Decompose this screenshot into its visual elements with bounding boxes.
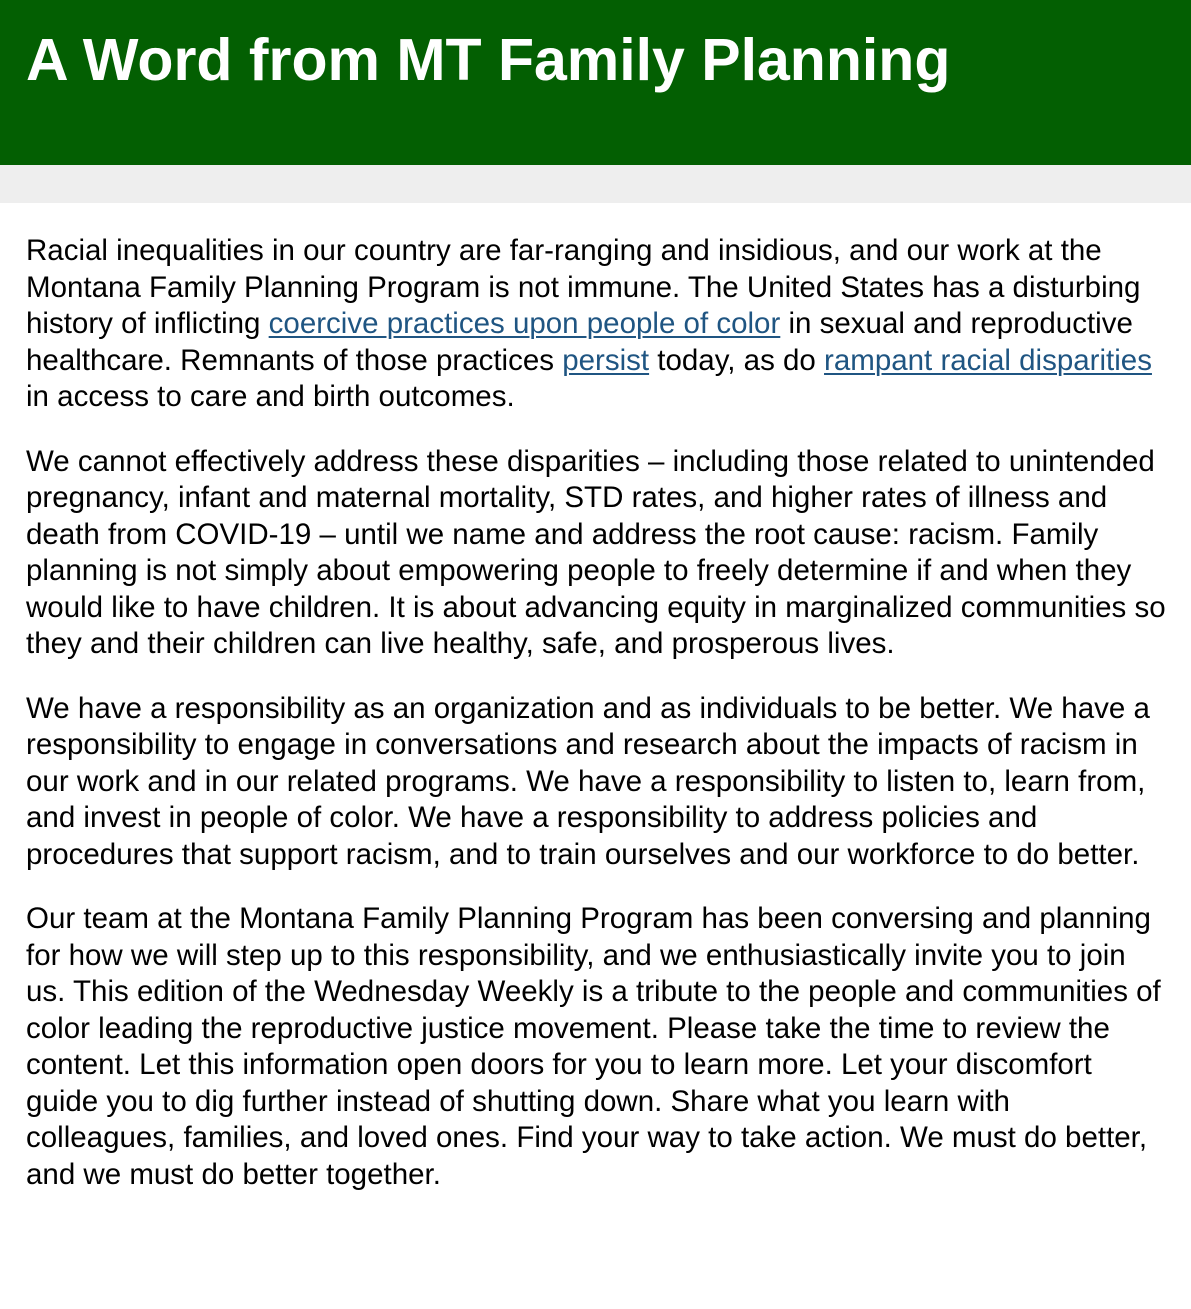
article-body — [0, 203, 1191, 1193]
coercive-practices-link[interactable]: coercive practices upon people of color — [268, 307, 781, 340]
paragraph-1-text-1: Racial inequalities in our country are far-ranging and insidious, and our work at the Montana Family Planning Program is not immune. The United States has a disturbing history of inflicting — [26, 234, 1141, 340]
paragraph-1-text-4: in access to care and birth outcomes. — [26, 380, 515, 413]
paragraph-4: Our team at the Montana Family Planning Program has been conversing and planning for how we will step up to this responsibility, and we enthusiastically invite you to join us. This edition of the Wednesday Weekly is a tribute to the people and communities of color leading the reproductive justice movement. Please take the time to review the content. Let this information open doors for you to learn more. Let your discomfort guide you to dig further instead of shutting down. Share what you learn with colleagues, families, and loved ones. Find your way to take action. We must do better, and we must do better together. — [26, 902, 1161, 1191]
page-title: A Word from MT Family Planning — [26, 27, 951, 93]
persist-link[interactable]: persist — [562, 343, 650, 377]
paragraph-1 — [26, 233, 1167, 416]
paragraph-1-text-3: today, as do — [649, 343, 825, 377]
paragraph-2: We cannot effectively address these disparities – including those related to unintended pregnancy, infant and maternal mortality, STD rates, and higher rates of illness and death from COVID-19 – until we name and address the root cause: racism. Family planning is not simply about empowering people to freely determine if and when they would like to have children. It is about advancing equity in marginalized communities so they and their children can live healthy, safe, and prosperous lives. — [26, 444, 1166, 660]
header-banner — [0, 0, 1191, 165]
racial-disparities-link[interactable]: rampant racial disparities — [824, 343, 1152, 377]
paragraph-1-text-2: in sexual and reproductive healthcare. Remnants of those practices — [26, 307, 1133, 377]
divider-band — [0, 165, 1191, 203]
paragraph-3: We have a responsibility as an organization and as individuals to be better. We have a responsibility to engage in conversations and research about the impacts of racism in our work and in our related programs. We have a responsibility to listen to, learn from, and invest in people of color. We have a responsibility to address policies and procedures that support racism, and to train ourselves and our workforce to do better. — [26, 691, 1150, 871]
